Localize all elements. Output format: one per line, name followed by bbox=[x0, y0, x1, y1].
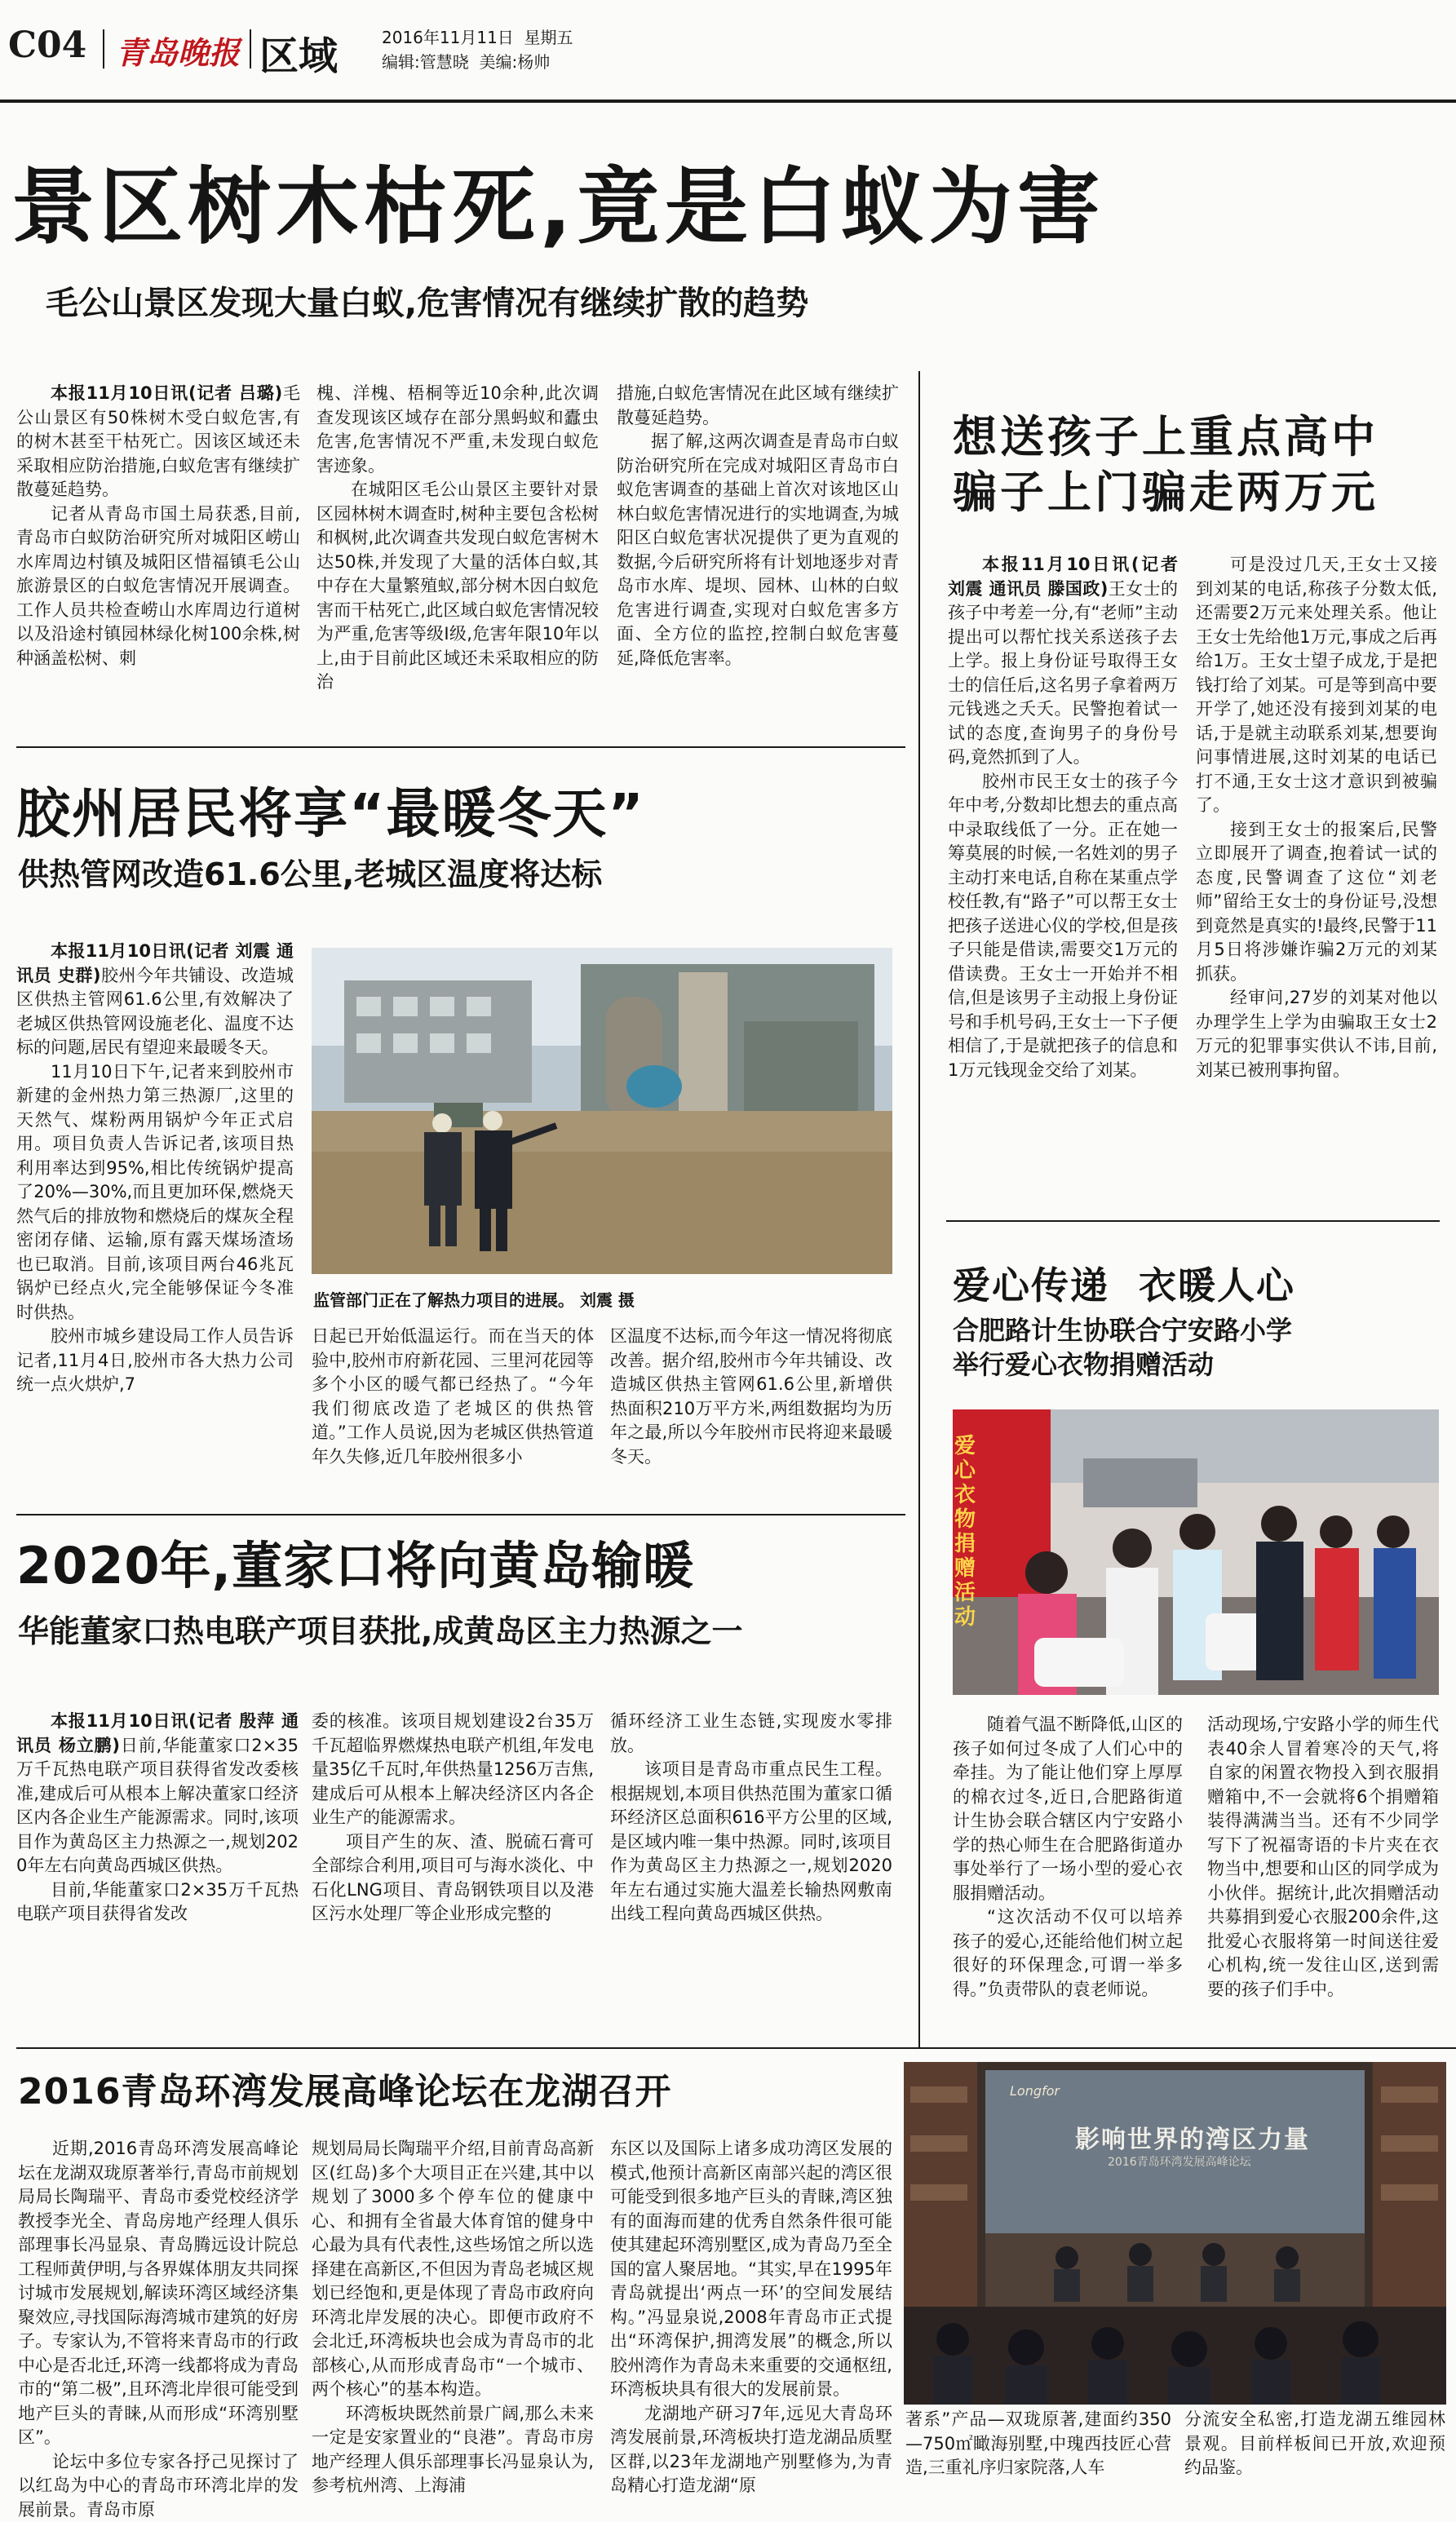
header-divider bbox=[250, 29, 251, 69]
article-forum-col5: 分流安全私密,打造龙湖五维园林景观。目前样板间已开放,欢迎预约品鉴。 bbox=[1184, 2409, 1445, 2477]
article-donation-col1: 随着气温不断降低,山区的孩子如何过冬成了人们心中的牵挂。为了能让他们穿上厚厚的棉衣过冬,近日,合肥路街道计生协会联合辖区内宁安路小学的热心师生在合肥路街道办事处举行了一场小型的爱心衣服捐赠活动。 “这次活动不仅可以培养孩子的爱心,还能给他们树立起很好的环保理念,可谓一举多得。”负责带队的袁老师说。 bbox=[953, 1715, 1183, 1999]
page-number: C04 bbox=[8, 24, 87, 66]
section-rule bbox=[16, 746, 905, 748]
section-rule bbox=[16, 1514, 905, 1515]
forum-headline: 影响世界的湾区力量 bbox=[1075, 2126, 1310, 2154]
headline-forum: 2016青岛环湾发展高峰论坛在龙湖召开 bbox=[18, 2071, 672, 2113]
photo-caption-heating: 监管部门正在了解热力项目的进展。 刘震 摄 bbox=[313, 1290, 635, 1310]
section-title: 区域 bbox=[259, 33, 339, 79]
forum-subtitle: 2016青岛环湾发展高峰论坛 bbox=[1108, 2156, 1251, 2169]
subheadline-jiaozhou: 供热管网改造61.6公里,老城区温度将达标 bbox=[18, 856, 603, 892]
headline-dongjiakou: 2020年,董家口将向黄岛输暖 bbox=[16, 1536, 695, 1595]
donation-banner-text: 爱心衣物捐赠活动 bbox=[954, 1434, 976, 1630]
photo-forum bbox=[904, 2062, 1446, 2405]
headline-scam-1: 想送孩子上重点高中 bbox=[953, 411, 1379, 462]
column-rule bbox=[918, 371, 920, 2047]
article-dongjiakou-col2: 委的核准。该项目规划建设2台35万千瓦超临界燃煤热电联产机组,年发电量35亿千瓦时,年供热量1256万吉焦,建成后可从根本上解决经济区内各企业生产的能源需求。 项目产生的灰、渣、脱硫石膏可全部综合利用,项目可与海水淡化、中石化LNG项目、青岛钢铁项目以及港区污水处理厂等企业形成完整的 bbox=[312, 1711, 594, 1923]
subheadline-donation-2: 举行爱心衣物捐赠活动 bbox=[953, 1349, 1215, 1380]
photo-donation bbox=[953, 1409, 1439, 1695]
subheadline-dongjiakou: 华能董家口热电联产项目获批,成黄岛区主力热源之一 bbox=[18, 1613, 743, 1649]
issue-date: 2016年11月11日 星期五 bbox=[382, 28, 573, 47]
forum-brand: Longfor bbox=[1010, 2083, 1060, 2099]
paper-logo: 青岛晚报 bbox=[116, 34, 241, 71]
article-scam-col2: 可是没过几天,王女士又接到刘某的电话,称孩子分数太低,还需要2万元来处理关系。他让王女士先给他1万元,事成之后再给1万。王女士望子成龙,于是把钱打给了刘某。可是等到高中要开学了,她还没有接到刘某的电话,于是就主动联系刘某,想要询问事情进展,这时刘某的电话已打不通,王女士这才意识到被骗了。 接到王女士的报案后,民警立即展开了调查,抱着试一试的态度,民警调查了这位“刘老师”留给王女士的身份证号,没想到竟然是真实的!最终,民警于11月5日将涉嫌诈骗2万元的刘某抓获。 经审问,27岁的刘某对他以办理学生上学为由骗取王女士2万元的犯罪事实供认不讳,目前,刘某已被刑事拘留。 bbox=[1196, 555, 1437, 1080]
article-termites-col3: 措施,白蚁危害情况在此区域有继续扩散蔓延趋势。 据了解,这两次调查是青岛市白蚁防治研究所在完成对城阳区青岛市白蚁危害调查的基础上首次对该地区山林白蚁危害情况进行的实地调查,为城阳区白蚁危害状况提供了更为直观的数据,今后研究所将有计划地逐步对青岛市水库、堤坝、园林、山林的白蚁危害进行调查,实现对白蚁危害多方面、全方位的监控,控制白蚁危害蔓延,降低危害率。 bbox=[617, 383, 899, 668]
article-forum-col4: 著系”产品—双珑原著,建面约350—750㎡瞰海别墅,中瑰西技匠心营造,三重礼序归家院落,人车 bbox=[905, 2409, 1171, 2477]
headline-donation: 爱心传递 衣暖人心 bbox=[953, 1263, 1296, 1307]
photo-heating-plant bbox=[312, 948, 892, 1274]
article-jiaozhou-col1: 本报11月10日讯(记者 刘震 通讯员 史群)胶州今年共铺设、改造城区供热主管网61.6公里,有效解决了老城区供热管网设施老化、温度不达标的问题,居民有望迎来最暖冬天。 11月10日下午,记者来到胶州市新建的金州热力第三热源厂,这里的天然气、煤粉两用锅炉今年正式启用。项目负责人告诉记者,该项目热利用率达到95%,相比传统锅炉提高了20%—30%,而且更加环保,燃烧天然气后的排放物和燃烧后的煤灰全程密闭存储、运输,原有露天煤场渣场也已取消。目前,该项目两台46兆瓦锅炉已经点火,完全能够保证今冬准时供热。 胶州市城乡建设局工作人员告诉记者,11月4日,胶州市各大热力公司统一点火烘炉,7 bbox=[16, 941, 294, 1394]
article-jiaozhou-col2: 日起已开始低温运行。而在当天的体验中,胶州市府新花园、三里河花园等多个小区的暖气都已经热了。“今年我们彻底改造了老城区的供热管道。”工作人员说,因为老城区供热管道年久失修,近几年胶州很多小 bbox=[312, 1326, 594, 1467]
article-forum-col2: 规划局局长陶瑞平介绍,目前青岛高新区(红岛)多个大项目正在兴建,其中以规划了3000多个停车位的健康中心、和拥有全省最大体育馆的健身中心最为具有代表性,这些场馆之所以选择建在高新区,不但因为青岛老城区规划已经饱和,更是体现了青岛市政府向环湾北岸发展的决心。即便市政府不会北迁,环湾板块也会成为青岛市的北部核心,从而形成青岛市“一个城市、两个核心”的基本构造。 环湾板块既然前景广阔,那么未来一定是安家置业的“良港”。青岛市房地产经理人俱乐部理事长冯显泉认为,参考杭州湾、上海浦 bbox=[312, 2139, 594, 2495]
article-forum-col1: 近期,2016青岛环湾发展高峰论坛在龙湖双珑原著举行,青岛市前规划局局长陶瑞平、青岛市委党校经济学教授李光全、青岛房地产经理人俱乐部理事长冯显泉、青岛腾远设计院总工程师黄伊明,与各界媒体朋友共同探讨城市发展规划,解读环湾区域经济集聚效应,寻找国际海湾城市建筑的好房子。专家认为,不管将来青岛市的行政中心是否北迁,环湾一线都将成为青岛市的“第二极”,且环湾北岸很可能受到地产巨头的青睐,从而形成“环湾别墅区”。 论坛中多位专家各抒己见探讨了以红岛为中心的青岛市环湾北岸的发展前景。青岛市原 bbox=[18, 2139, 299, 2520]
section-rule bbox=[946, 1220, 1440, 1222]
headline-jiaozhou: 胶州居民将享“最暖冬天” bbox=[16, 782, 645, 845]
article-jiaozhou-col3: 区温度不达标,而今年这一情况将彻底改善。据介绍,胶州市今年共铺设、改造城区供热主管网61.6公里,新增供热面积210万平方米,两组数据均为历年之最,所以今年胶州市民将迎来最暖冬天。 bbox=[610, 1326, 892, 1467]
editor-credit: 编辑:管慧晓 美编:杨帅 bbox=[382, 52, 551, 72]
subheadline-donation-1: 合肥路计生协联合宁安路小学 bbox=[953, 1315, 1293, 1346]
section-rule bbox=[16, 2047, 1456, 2049]
subheadline-termites: 毛公山景区发现大量白蚁,危害情况有继续扩散的趋势 bbox=[46, 285, 809, 322]
article-donation-col2: 活动现场,宁安路小学的师生代表40余人冒着寒冷的天气,将自家的闲置衣物投入到衣服捐赠箱中,不一会就将6个捐赠箱装得满满当当。还有不少同学写下了祝福寄语的卡片夹在衣物当中,想要和山区的同学成为小伙伴。据统计,此次捐赠活动共募捐到爱心衣服200余件,这批爱心衣服将第一时间送往爱心机构,统一发往山区,送到需要的孩子们手中。 bbox=[1207, 1715, 1439, 1999]
article-forum-col3: 东区以及国际上诸多成功湾区发展的模式,他预计高新区南部兴起的湾区很可能受到很多地产巨头的青睐,湾区独有的面海而建的优秀自然条件很可能使其建起环湾别墅区,成为青岛乃至全国的富人聚居地。“其实,早在1995年青岛就提出‘两点一环’的空间发展结构。”冯显泉说,2008年青岛市正式提出“环湾保护,拥湾发展”的概念,所以胶州湾作为青岛未来重要的交通枢纽,环湾板块具有很大的发展前景。 龙湖地产研习7年,远见大青岛环湾发展前景,环湾板块打造龙湖品质墅区群,以23年龙湖地产别墅修为,为青岛精心打造龙湖“原 bbox=[610, 2139, 892, 2495]
header-rule bbox=[0, 100, 1456, 103]
article-scam-col1: 本报11月10日讯(记者 刘震 通讯员 滕国政)王女士的孩子中考差一分,有“老师”主动提出可以帮忙找关系送孩子去上学。报上身份证号取得王女士的信任后,这名男子拿着两万元钱逃之夭夭。民警抱着试一试的态度,查询男子的身份号码,竟然抓到了人。 胶州市民王女士的孩子今年中考,分数却比想去的重点高中录取线低了一分。正在她一筹莫展的时候,一名姓刘的男子主动打来电话,自称在某重点学校任教,有“路子”可以帮王女士把孩子送进心仪的学校,但是孩子只能是借读,需要交1万元的借读费。王女士一开始并不相信,但是该男子主动报上身份证号和手机号码,王女士一下子便相信了,于是就把孩子的信息和1万元钱现金交给了刘某。 bbox=[948, 555, 1178, 1080]
header-divider bbox=[103, 29, 104, 69]
article-termites-col1: 本报11月10日讯(记者 吕璐)毛公山景区有50株树木受白蚁危害,有的树木甚至干枯死亡。因该区域还未采取相应防治措施,白蚁危害有继续扩散蔓延趋势。 记者从青岛市国土局获悉,目前,青岛市白蚁防治研究所对城阳区崂山水库周边村镇及城阳区惜福镇毛公山旅游景区的白蚁危害情况开展调查。工作人员共检查崂山水库周边行道树以及沿途村镇园林绿化树100余株,树种涵盖松树、刺 bbox=[16, 383, 301, 668]
article-termites-col2: 槐、洋槐、梧桐等近10余种,此次调查发现该区域存在部分黑蚂蚁和蠹虫危害,危害情况不严重,未发现白蚁危害迹象。 在城阳区毛公山景区主要针对景区园林树木调查时,树种主要包含松树和枫树,此次调查共发现白蚁危害树木达50株,并发现了大量的活体白蚁,其中存在大量繁殖蚁,部分树木因白蚁危害而干枯死亡,此区域白蚁危害情况较为严重,危害等级I级,危害年限10年以上,由于目前此区域还未采取相应的防治 bbox=[316, 383, 599, 692]
headline-termites: 景区树木枯死,竟是白蚁为害 bbox=[11, 159, 1105, 256]
headline-scam-2: 骗子上门骗走两万元 bbox=[953, 467, 1379, 518]
article-dongjiakou-col3: 循环经济工业生态链,实现废水零排放。 该项目是青岛市重点民生工程。根据规划,本项目供热范围为董家口循环经济区总面积616平方公里的区域,是区域内唯一集中热源。同时,该项目作为黄岛区主力热源之一,规划2020年左右通过实施大温差长输热网敷南出线工程向黄岛西城区供热。 bbox=[610, 1711, 892, 1923]
article-dongjiakou-col1: 本报11月10日讯(记者 殷萍 通讯员 杨立鹏)日前,华能董家口2×35万千瓦热电联产项目获得省发改委核准,建成后可从根本上解决董家口经济区内各企业生产能源需求。同时,该项目作为黄岛区主力热源之一,规划2020年左右向黄岛西城区供热。 目前,华能董家口2×35万千瓦热电联产项目获得省发改 bbox=[16, 1711, 299, 1923]
